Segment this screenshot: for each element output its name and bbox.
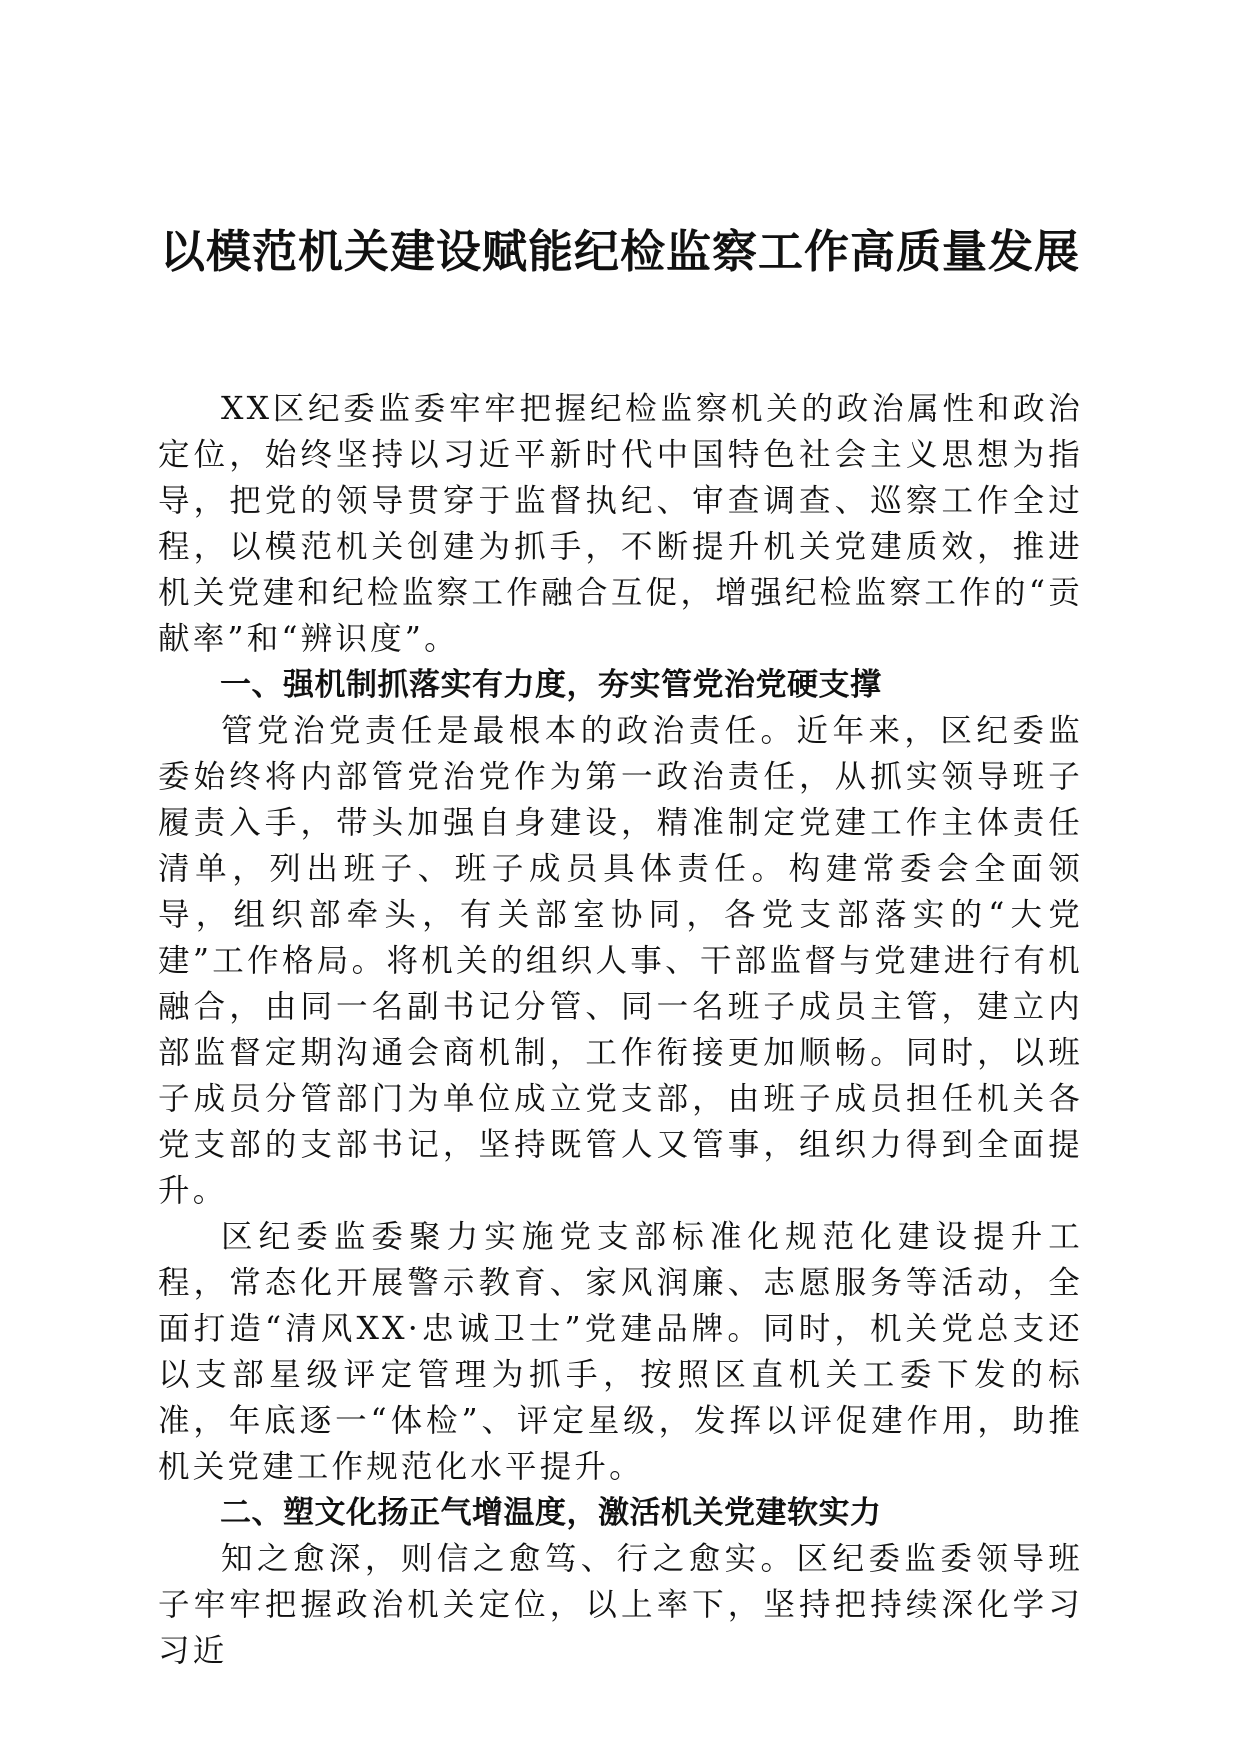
section-1-paragraph-2: 区纪委监委聚力实施党支部标准化规范化建设提升工程，常态化开展警示教育、家风润廉、志愿服务等活动，全面打造“清风XX·忠诚卫士”党建品牌。同时，机关党总支还以支部星级评定管理为抓手，按照区直机关工委下发的标准，年底逐一“体检”、评定星级，发挥以评促建作用，助推机关党建工作规范化水平提升。 (158, 1219, 1083, 1485)
section-2-heading: 二、塑文化扬正气增温度，激活机关党建软实力 (220, 1495, 882, 1531)
document-body (158, 386, 1083, 1674)
section-2-paragraph-1: 知之愈深，则信之愈笃、行之愈实。区纪委监委领导班子牢牢把握政治机关定位，以上率下，坚持把持续深化学习习近 (158, 1541, 1083, 1669)
document-title: 以模范机关建设赋能纪检监察工作高质量发展 (159, 225, 1080, 278)
intro-paragraph: XX区纪委监委牢牢把握纪检监察机关的政治属性和政治定位，始终坚持以习近平新时代中国特色社会主义思想为指导，把党的领导贯穿于监督执纪、审查调查、巡察工作全过程，以模范机关创建为抓手，不断提升机关党建质效，推进机关党建和纪检监察工作融合互促，增强纪检监察工作的“贡献率”和“辨识度”。 (158, 391, 1083, 657)
section-1-paragraph-1: 管党治党责任是最根本的政治责任。近年来，区纪委监委始终将内部管党治党作为第一政治责任，从抓实领导班子履责入手，带头加强自身建设，精准制定党建工作主体责任清单，列出班子、班子成员具体责任。构建常委会全面领导，组织部牵头，有关部室协同，各党支部落实的“大党建”工作格局。将机关的组织人事、干部监督与党建进行有机融合，由同一名副书记分管、同一名班子成员主管，建立内部监督定期沟通会商机制，工作衔接更加顺畅。同时，以班子成员分管部门为单位成立党支部，由班子成员担任机关各党支部的支部书记，坚持既管人又管事，组织力得到全面提升。 (158, 713, 1083, 1209)
section-1-heading: 一、强机制抓落实有力度，夯实管党治党硬支撑 (220, 667, 882, 703)
